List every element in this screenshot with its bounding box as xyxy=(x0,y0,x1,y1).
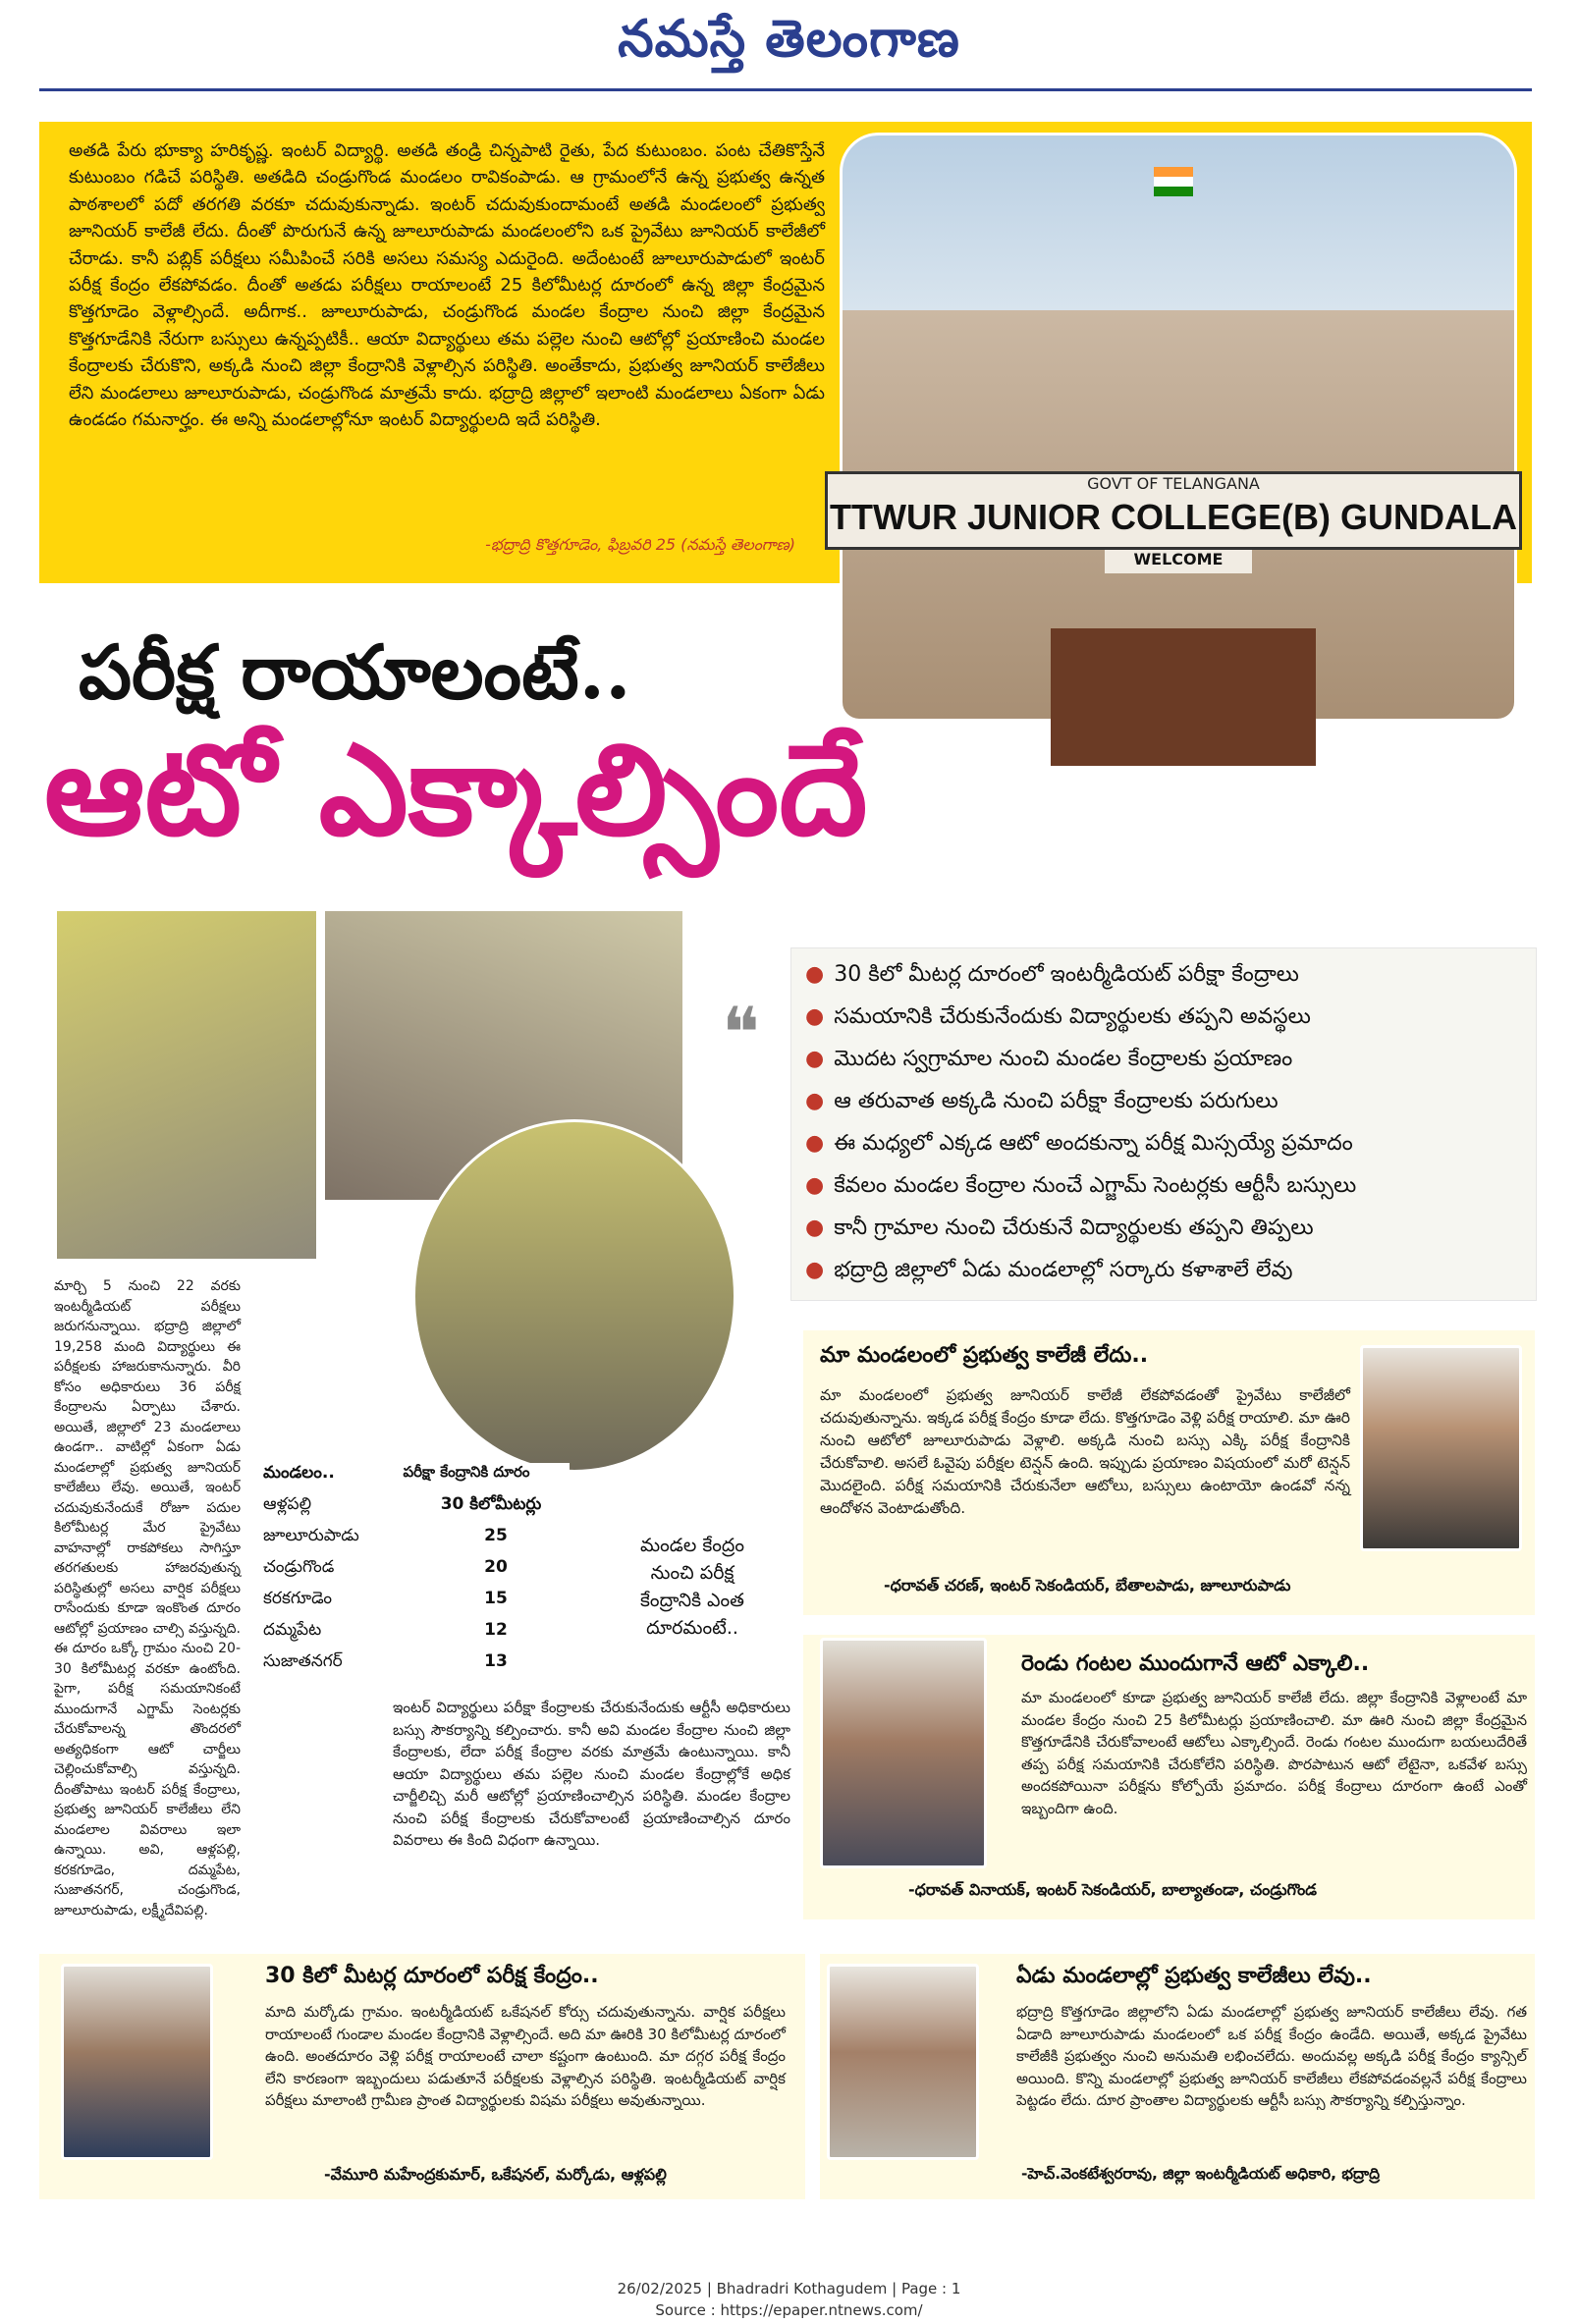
table-row: కరకగూడెం 15 xyxy=(263,1589,508,1608)
body-middle-text: ఇంటర్ విద్యార్థులు పరీక్షా కేంద్రాలకు చేరుకునేందుకు ఆర్టీసీ అధికారులు బస్సు సౌకర్యాన్ని కల్పించారు. కానీ అవి మండల కేంద్రాల నుంచి జిల్లా కేంద్రాలకు, లేదా పరీక్ష కేంద్రాల వరకు మాత్రమే ఉంటున్నాయి. కానీ ఆయా విద్యార్థులు తమ పల్లెల నుంచి మండల కేంద్రాల్లోకే అధిక చార్జీలిచ్చి మరీ ఆటోల్లో ప్రయాణించాల్సిన పరిస్థితి. మండల కేంద్రాల నుంచి పరీక్ష కేంద్రాలకు చేరుకోవాలంటే ప్రయాణించాల్సిన దూరం వివరాలు ఈ కింది విధంగా ఉన్నాయి. xyxy=(393,1699,790,1849)
masthead xyxy=(0,0,1578,79)
quote4-text: భద్రాద్రి కొత్తగూడెం జిల్లాలోని ఏడు మండలాల్లో ప్రభుత్వ జూనియర్ కాలేజీలు లేవు. గత ఏడాది జూలూరుపాడు మండలంలో ఒక పరీక్ష కేంద్రం ఉండేది. అయితే, అక్కడ ప్రైవేటు కాలేజీకి ప్రభుత్వం నుంచి అనుమతి లభించలేదు. అందువల్ల అక్కడి పరీక్ష కేంద్రం క్యాన్సిల్ అయింది. కొన్ని మండలాల్లో ప్రభుత్వ జూనియర్ కాలేజీలు లేకపోవడంవల్లనే పరీక్ష కేంద్రాలు పెట్టడం లేదు. దూర ప్రాంతాల విద్యార్థులకు ఆర్టీసీ బస్సు సౌకర్యాన్ని కల్పిస్తున్నాం. xyxy=(1016,2003,1527,2109)
table-row: సుజాతనగర్ 13 xyxy=(263,1651,508,1671)
body-left-text: మార్చి 5 నుంచి 22 వరకు ఇంటర్మీడియట్ పరీక్షలు జరుగనున్నాయి. భద్రాద్రి జిల్లాలో 19,258 మంది విద్యార్థులు ఈ పరీక్షలకు హాజరుకానున్నారు. వీరి కోసం అధికారులు 36 పరీక్ష కేంద్రాలను ఏర్పాటు చేశారు. అయితే, జిల్లాలో 23 మండలాలు ఉండగా.. వాటిల్లో ఏకంగా ఏడు మండలాల్లో ప్రభుత్వ జూనియర్ కాలేజీలు లేవు. అయితే, ఇంటర్ చదువుకునేందుకే రోజూ పదుల కిలోమీటర్ల మేర ప్రైవేటు వాహనాల్లో రాకపోకలు సాగిస్తూ తరగతులకు హాజరవుతున్న పరిస్థితుల్లో అసలు వార్షిక పరీక్షలు రాసేందుకు కూడా ఇంకొంత దూరం ఆటోల్లో ప్రయాణం చాల్సి వస్తున్నది. ఈ దూరం ఒక్కో గ్రామం నుంచి 20-30 కిలోమీటర్ల వరకూ ఉంటోంది. పైగా, పరీక్ష సమయానికంటే ముందుగానే ఎగ్జామ్ సెంటర్లకు చేరుకోవాలన్న తొందరలో అత్యధికంగా ఆటో చార్జీలు చెల్లించుకోవాల్సి వస్తున్నది. దీంతోపాటు ఇంటర్ పరీక్ష కేంద్రాలు, ప్రభుత్వ జూనియర్ కాలేజీలు లేని మండలాల వివరాలు ఇలా ఉన్నాయి. అవి, ఆళ్లపల్లి, కరకగూడెం, దమ్మపేట, సుజాతనగర్, చండ్రుగొండ, జూలూరుపాడు, లక్ష్మీదేవిపల్లి. xyxy=(54,1278,241,1919)
highlight-item: ● ఆ తరువాత అక్కడి నుంచి పరీక్షా కేంద్రాలకు పరుగులు xyxy=(805,1089,1279,1113)
quote4-portrait xyxy=(827,1964,979,2160)
highlights-box xyxy=(790,947,1537,1301)
college-name: TTWUR JUNIOR COLLEGE(B) GUNDALA xyxy=(830,497,1517,537)
table-row: జూలూరుపాడు 25 xyxy=(263,1526,508,1545)
table-row: ఆళ్లపల్లి 30 కిలోమీటర్లు xyxy=(263,1494,542,1514)
auto-photo-1 xyxy=(54,908,319,1262)
quote3-title: 30 కిలో మీటర్ల దూరంలో పరీక్ష కేంద్రం.. xyxy=(265,1964,599,1988)
college-welcome: WELCOME xyxy=(1105,550,1252,573)
auto-photo-3 xyxy=(412,1119,736,1473)
quote2-text: మా మండలంలో కూడా ప్రభుత్వ జూనియర్ కాలేజీ లేదు. జిల్లా కేంద్రానికి వెళ్లాలంటే మా మండల కేంద్రం నుంచి 25 కిలోమీటర్లు ప్రయాణించాలి. మా ఊరి నుంచి జిల్లా కేంద్రమైన కొత్తగూడేనికి చేరుకోవాలంటే ఆటోలు ఎక్కాల్సిందే. రెండు గంటల ముందుగా బయలుదేరితే తప్ప పరీక్ష సమయానికి చేరుకోలేని పరిస్థితి. పొరపాటున ఆటో లేటైనా, ఒకవేళ బస్సు అందకపోయినా పరీక్షను కోల్పోయే ప్రమాదం. పరీక్ష కేంద్రాలు దూరంగా ఉంటే ఎంతో ఇబ్బందిగా ఉంది. xyxy=(1021,1689,1527,1817)
headline-line2: ఆటో ఎక్కాల్సిందే xyxy=(44,717,868,864)
quote1-portrait xyxy=(1360,1345,1522,1551)
highlight-item: ● కేవలం మండల కేంద్రాల నుంచే ఎగ్జామ్ సెంటర్లకు ఆర్టీసీ బస్సులు xyxy=(805,1173,1357,1198)
quote1-signature: -ధరావత్ చరణ్, ఇంటర్ సెకండియర్, బేతాలపాడు, జూలూరుపాడు xyxy=(884,1576,1291,1594)
highlight-item: ● మొదట స్వగ్రామాల నుంచి మండల కేంద్రాలకు ప్రయాణం xyxy=(805,1047,1293,1071)
distance-table xyxy=(255,1463,570,1689)
quote3-text: మాది మర్కోడు గ్రామం. ఇంటర్మీడియట్ ఒకేషనల్ కోర్సు చదువుతున్నాను. వార్షిక పరీక్షలు రాయాలంటే గుండాల మండల కేంద్రానికి వెళ్లాల్సిందే. అది మా ఊరికి 30 కిలోమీటర్ల దూరంలో ఉంది. అంతదూరం వెళ్లి పరీక్ష రాయాలంటే చాలా కష్టంగా ఉంటుంది. మా దగ్గర పరీక్ష కేంద్రం లేని కారణంగా ఇబ్బందులు పడుతూనే పరీక్షలకు వెళ్లాల్సిన పరిస్థితి. ఇంటర్మీడియట్ వార్షిక పరీక్షలు మాలాంటి గ్రామీణ ప్రాంత విద్యార్థులకు విషమ పరీక్షలు అవుతున్నాయి. xyxy=(265,2003,786,2109)
quote3-signature: -వేమూరి మహేంద్రకుమార్, ఒకేషనల్, మర్కోడు, ఆళ్లపల్లి xyxy=(324,2165,667,2184)
highlight-item: ● కానీ గ్రామాల నుంచి చేరుకునే విద్యార్థులకు తప్పని తిప్పలు xyxy=(805,1216,1314,1240)
headline-line1: పరీక్ష రాయాలంటే.. xyxy=(79,628,631,716)
table-row: దమ్మపేట 12 xyxy=(263,1620,508,1640)
quote1-text: మా మండలంలో ప్రభుత్వ జూనియర్ కాలేజీ లేకపోవడంతో ప్రైవేటు కాలేజీలో చదువుతున్నాను. ఇక్కడ పరీక్ష కేంద్రం కూడా లేదు. కొత్తగూడెం వెళ్లి పరీక్ష రాయాలి. మా ఊరి నుంచి ఆటోలో జూలూరుపాడు వెళ్లాలి. అక్కడి నుంచి బస్సు ఎక్కి పరీక్ష కేంద్రానికి చేరుకోవాలి. అసలే ఓవైపు పరీక్షల టెన్షన్ ఉంది. ఇప్పుడు ప్రయాణం విషయంలో మరో టెన్షన్ మొదలైంది. పరీక్ష సమయానికి చేరుకునేలా ఆటోలు, బస్సులు ఉంటాయో ఉండవో నన్న ఆందోళన వెంటాడుతోంది. xyxy=(820,1386,1350,1517)
table-header-distance: పరీక్షా కేంద్రానికి దూరం xyxy=(403,1463,530,1481)
quote2-title: రెండు గంటల ముందుగానే ఆటో ఎక్కాలి.. xyxy=(1021,1651,1370,1676)
quote2-portrait xyxy=(820,1638,987,1868)
table-row: చండ్రుగొండ 20 xyxy=(263,1557,508,1577)
table-header-mandal: మండలం.. xyxy=(263,1463,335,1483)
quote2-signature: -ధరావత్ వినాయక్, ఇంటర్ సెకండియర్, బాల్యాతండా, చండ్రుగొండ xyxy=(908,1880,1318,1899)
quote4-title: ఏడు మండలాల్లో ప్రభుత్వ కాలేజీలు లేవు.. xyxy=(1016,1964,1372,1988)
highlight-item: ● 30 కిలో మీటర్ల దూరంలో ఇంటర్మీడియట్ పరీక్షా కేంద్రాలు xyxy=(805,962,1299,987)
highlight-item: ● ఈ మధ్యలో ఎక్కడ ఆటో అందకున్నా పరీక్ష మిస్సయ్యే ప్రమాదం xyxy=(805,1131,1353,1156)
college-sign xyxy=(825,471,1522,550)
masthead-title: నమస్తే తెలంగాణ xyxy=(618,9,960,69)
college-govt-label: GOVT OF TELANGANA xyxy=(1087,474,1260,493)
footer-source-link[interactable]: Source : https://epaper.ntnews.com/ xyxy=(655,2301,923,2319)
intro-text: అతడి పేరు భూక్యా హరికృష్ణ. ఇంటర్ విద్యార్థి. అతడి తండ్రి చిన్నపాటి రైతు, పేద కుటుంబం. పంట చేతికొస్తేనే కుటుంబం గడిచే పరిస్థితి. అతడిది చండ్రుగొండ మండలం రావికంపాడు. ఆ గ్రామంలోనే ఉన్న ప్రభుత్వ ఉన్నత పాఠశాలలో పదో తరగతి వరకూ చదువుకున్నాడు. ఇంటర్ చదువుకుందామంటే అతడి మండలంలో ప్రభుత్వ జూనియర్ కాలేజీ లేదు. దీంతో పొరుగునే ఉన్న జూలూరుపాడు మండలంలోని ఒక ప్రైవేటు జూనియర్ కాలేజీలో చేరాడు. కానీ పబ్లిక్ పరీక్షలు సమీపించే సరికి అసలు సమస్య ఎదురైంది. అదేంటంటే జూలూరుపాడులో ఇంటర్ పరీక్ష కేంద్రం లేకపోవడం. దీంతో అతడు పరీక్షలు రాయాలంటే 25 కిలోమీటర్ల దూరంలో ఉన్న జిల్లా కేంద్రమైన కొత్తగూడెం వెళ్లాల్సిందే. అదీగాక.. జూలూరుపాడు, చండ్రుగొండ మండల కేంద్రాల నుంచి జిల్లా కేంద్రమైన కొత్తగూడేనికి నేరుగా బస్సులు ఉన్నప్పటికీ.. ఆయా విద్యార్థులు తమ పల్లెల నుంచి ఆటోల్లో ప్రయాణించి మండల కేంద్రాలకు చేరుకొని, అక్కడి నుంచి జిల్లా కేంద్రానికి వెళ్లాల్సిన పరిస్థితి. అంతేకాదు, ప్రభుత్వ జూనియర్ కాలేజీలు లేని మండలాలు జూలూరుపాడు, చండ్రుగొండ మాత్రమే కాదు. భద్రాద్రి జిల్లాలో ఇలాంటి మండలాలు ఏకంగా ఏడు ఉండడం గమనార్హం. ఈ అన్ని మండలాల్లోనూ ఇంటర్ విద్యార్థులది ఇదే పరిస్థితి. xyxy=(69,140,825,431)
quote4-signature: -హెచ్.వెంకటేశ్వరరావు, జిల్లా ఇంటర్మీడియట్ అధికారి, భద్రాద్రి xyxy=(1021,2165,1381,2183)
highlight-item: ● సమయానికి చేరుకునేందుకు విద్యార్థులకు తప్పని అవస్థలు xyxy=(805,1004,1311,1029)
quote-mark-icon: ❝ xyxy=(722,992,760,1074)
intro-text-block xyxy=(69,137,825,433)
table-header xyxy=(255,1463,570,1492)
quote3-portrait xyxy=(61,1964,213,2160)
footer xyxy=(0,2278,1578,2321)
masthead-rule xyxy=(39,88,1532,91)
highlight-item: ● భద్రాద్రి జిల్లాలో ఏడు మండలాల్లో సర్కారు కళాశాలే లేవు xyxy=(805,1258,1293,1282)
table-caption: మండల కేంద్రం నుంచి పరీక్ష కేంద్రానికి ఎంత దూరమంటే.. xyxy=(640,1535,744,1639)
flag-icon xyxy=(1154,167,1193,196)
quote1-title: మా మండలంలో ప్రభుత్వ కాలేజీ లేదు.. xyxy=(820,1343,1149,1368)
intro-dateline: -భద్రాద్రి కొత్తగూడెం, ఫిబ్రవరి 25 (నమస్తే తెలంగాణ) xyxy=(485,535,795,554)
footer-line1: 26/02/2025 | Bhadradri Kothagudem | Page : 1 xyxy=(617,2280,961,2297)
